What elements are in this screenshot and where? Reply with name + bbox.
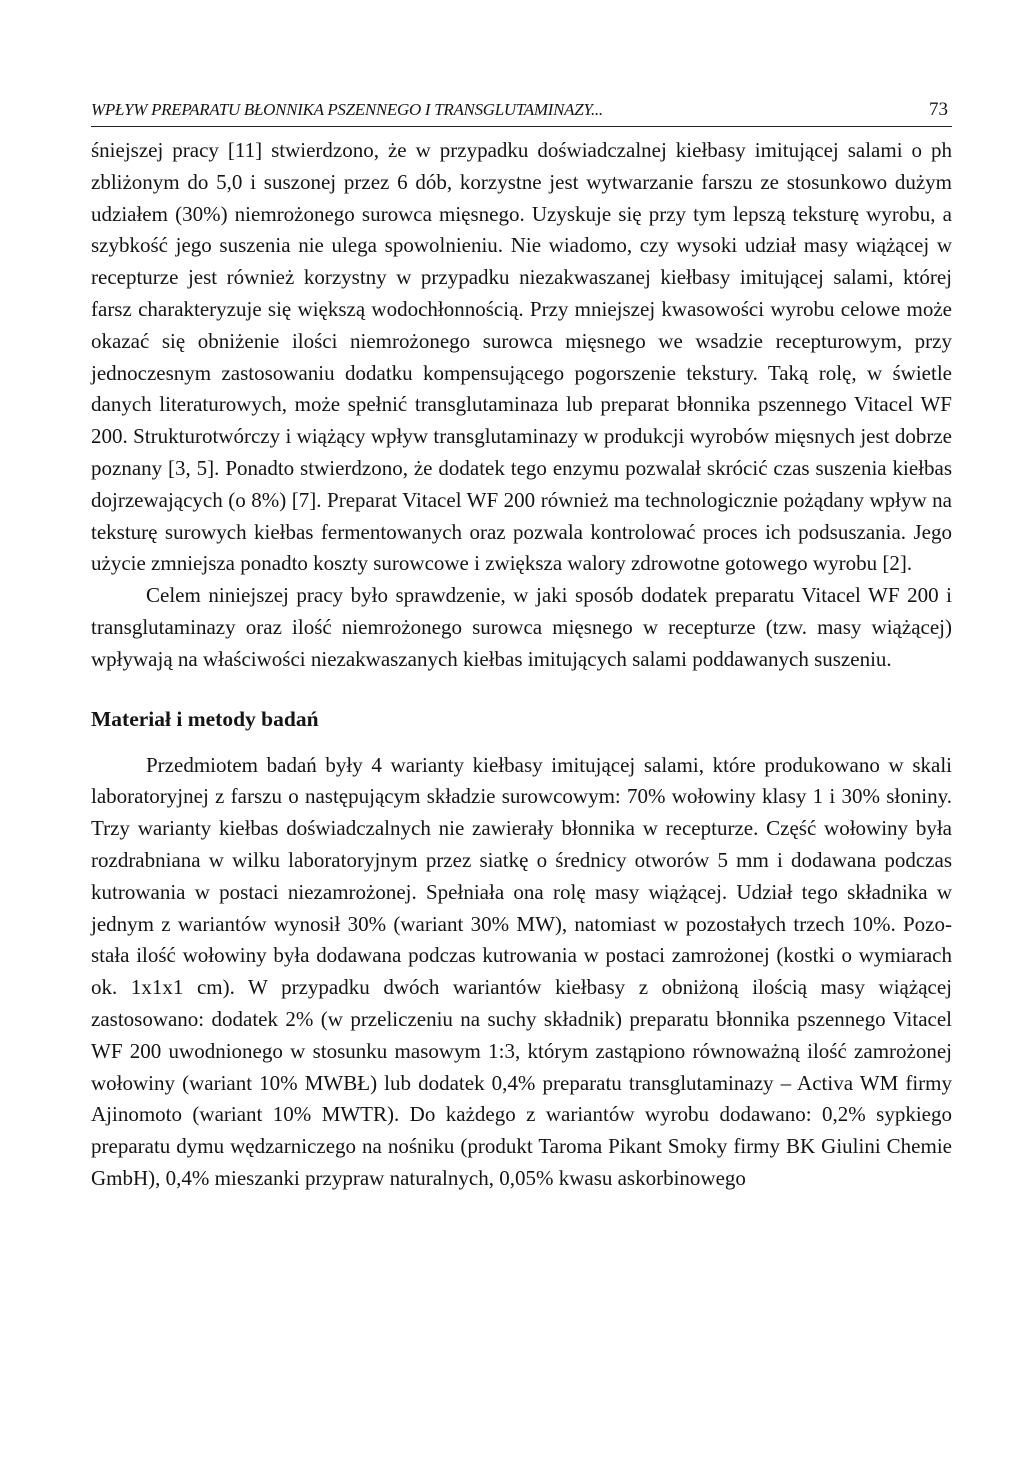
running-title: WPŁYW PREPARATU BŁONNIKA PSZENNEGO I TRANSGLUTAMINAZY...	[91, 100, 603, 119]
document-page	[91, 96, 952, 1195]
intro-paragraph-1: śniejszej pracy [11] stwierdzono, że w przypadku doświadczalnej kiełbasy imitującej salami o ph zbliżonym do 5,0 i suszonej przez 6 dób, korzystne jest wytwarzanie farszu ze stosunkowo dużym udziałem (30%) niemrożonego surowca mięsnego. Uzyskuje się przy tym lepszą teksturę wyrobu, a szybkość jego suszenia nie ulega spowolnieniu. Nie wiadomo, czy wysoki udział masy wiążącej w recepturze jest również korzystny w przypadku niezakwaszanej kiełbasy imitującej salami, której farsz charakteryzuje się większą wodochłonnością. Przy mniejszej kwasowości wyrobu celowe może okazać się obniżenie ilości niemrożonego surowca mięsnego we wsadzie recepturowym, przy jednoczesnym zastosowaniu dodatku kompensującego pogorszenie tekstury. Taką rolę, w świetle danych literaturowych, może spełnić transglutaminaza lub preparat błonnika pszennego Vitacel WF 200. Strukturotwórczy i wiążący wpływ transglutaminazy w produkcji wyrobów mięsnych jest dobrze poznany [3, 5]. Ponadto stwierdzono, że dodatek tego enzymu pozwalał skrócić czas suszenia kiełbas dojrzewających (o 8%) [7]. Preparat Vitacel WF 200 również ma technologicznie pożądany wpływ na teksturę surowych kiełbas fermentowanych oraz pozwala kontrolować proces ich podsuszania. Jego użycie zmniejsza ponadto koszty surowcowe i zwiększa walory zdrowotne gotowego wyrobu [2].	[91, 138, 952, 576]
article-body	[91, 135, 952, 1195]
running-header	[91, 96, 952, 127]
methods-paragraph-1: Przedmiotem badań były 4 warianty kiełbasy imitującej salami, które produkowano w skali laboratoryjnej z farszu o następującym składzie surowcowym: 70% wołowiny klasy 1 i 30% słoniny. Trzy warianty kiełbas doświadczalnych nie zawierały błonnika w recepturze. Część wołowiny była rozdrabniana w wilku laboratoryjnym przez siatkę o średnicy otworów 5 mm i dodawana podczas kutrowania w postaci niezamrożonej. Spełniała ona rolę masy wiążącej. Udział tego składnika w jednym z wariantów wynosił 30% (wariant 30% MW), natomiast w pozostałych trzech 10%. Pozostała ilość wołowiny była dodawana podczas kutrowania w postaci zamrożonej (kostki o wymiarach ok. 1x1x1 cm). W przypadku dwóch wariantów kiełbasy z obniżoną ilością masy wiążącej zastosowano: dodatek 2% (w przeliczeniu na suchy składnik) preparatu błonnika pszennego Vitacel WF 200 uwodnionego w stosunku masowym 1:3, którym zastąpiono równoważną ilość zamrożonej wołowiny (wariant 10% MWBŁ) lub dodatek 0,4% preparatu transglutaminazy – Activa WM firmy Ajinomoto (wariant 10% MWTR). Do każdego z wariantów wyrobu dodawano: 0,2% sypkiego preparatu dymu wędzarniczego na nośniku (produkt Taroma Pikant Smoky firmy BK Giulini Chemie GmbH), 0,4% mieszanki przypraw naturalnych, 0,05% kwasu askorbinowego	[91, 752, 952, 1190]
page-number: 73	[929, 99, 948, 120]
section-heading-methods: Materiał i metody badań	[91, 706, 319, 731]
intro-paragraph-2: Celem niniejszej pracy było sprawdzenie, w jaki sposób dodatek preparatu Vitacel WF 200 i transglutaminazy oraz ilość niemrożonego surowca mięsnego w recepturze (tzw. masy wiążącej) wpływają na właściwości niezakwaszanych kiełbas imitujących salami poddawanych suszeniu.	[91, 583, 952, 671]
